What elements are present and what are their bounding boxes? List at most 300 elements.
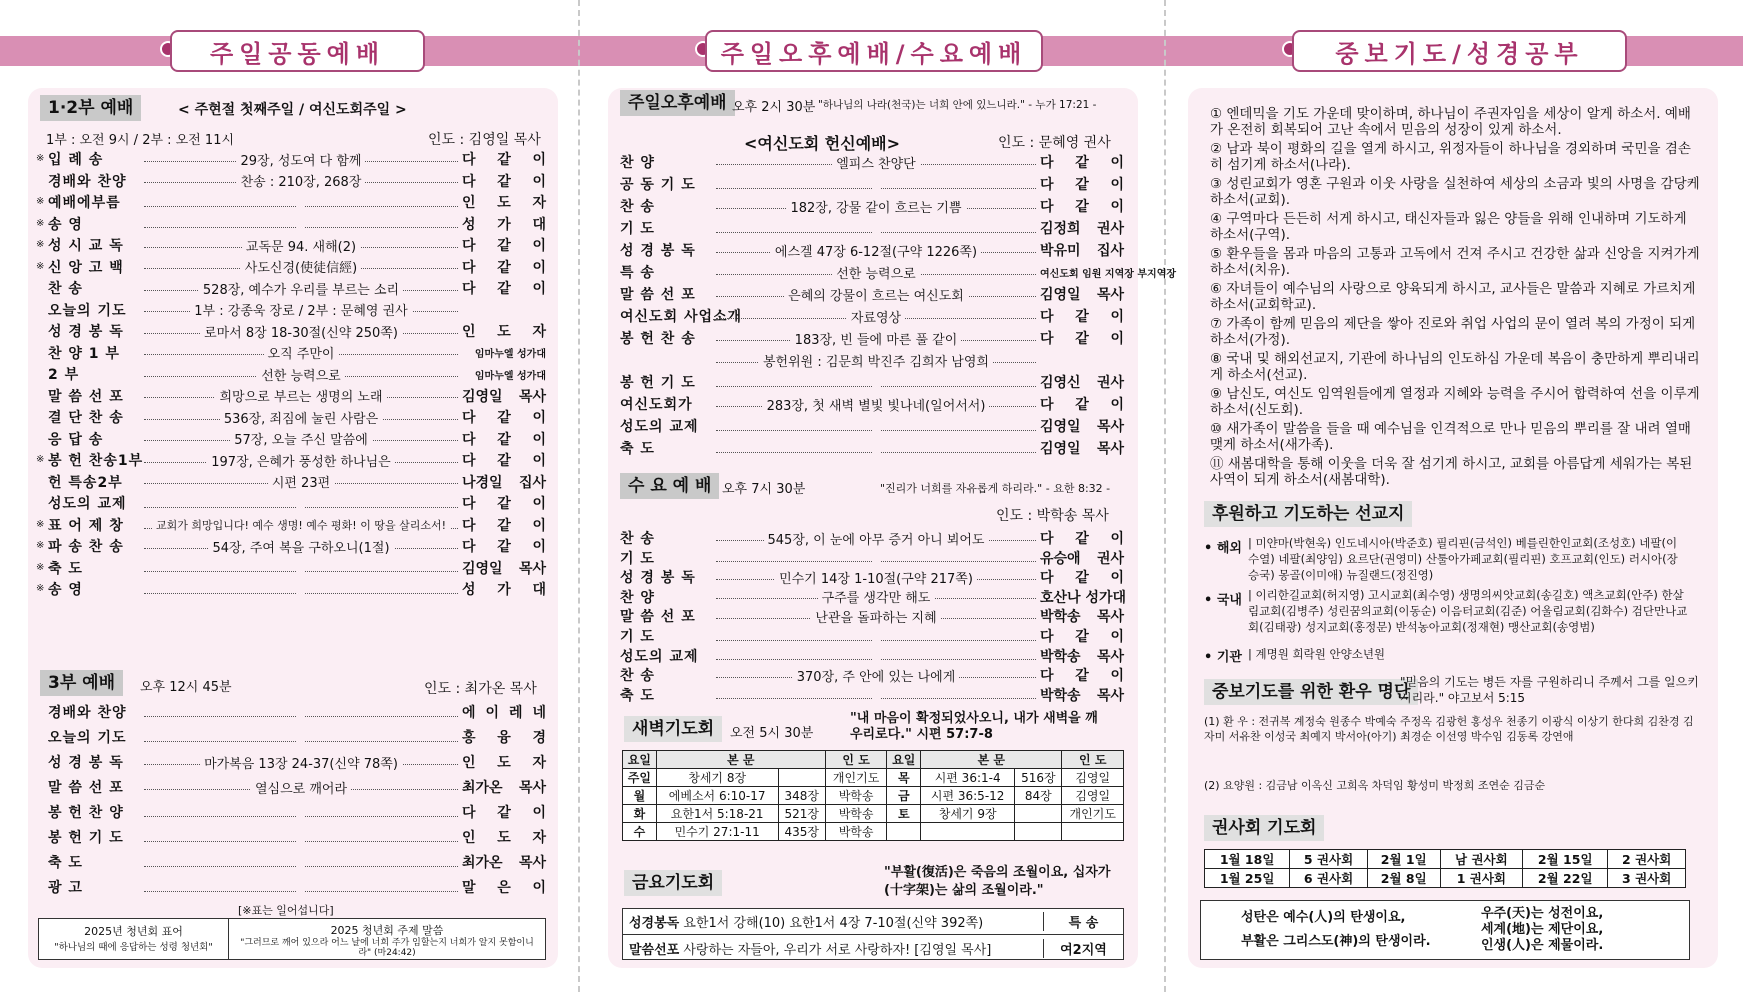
order-item-person: 성 가 대 <box>462 582 546 598</box>
order-item-label: 파 송 찬 송 <box>48 539 124 555</box>
council-cell: 1월 18일 <box>1205 850 1290 869</box>
order-item-detail: 마가복음 13장 24-37(신약 78쪽) <box>200 757 402 772</box>
motto-world: 세계(地)는 제단이요, <box>1481 922 1604 937</box>
motto-universe: 우주(天)는 성전이요, <box>1481 906 1604 921</box>
order-row <box>48 257 546 277</box>
standing-mark: ※ <box>36 196 45 207</box>
dawn-cell: 창세기 9장 <box>921 805 1015 823</box>
order-item-detail: 로마서 8장 18-30절(신약 250쪽) <box>200 326 402 341</box>
dawn-cell <box>1062 823 1124 841</box>
youth-motto-title: 2025년 청년회 표어 <box>84 925 183 938</box>
domestic-label: • 국내 <box>1204 593 1242 608</box>
dawn-cell: 521장 <box>778 805 825 823</box>
dawn-cell: 김영일 <box>1062 769 1124 787</box>
order-item-detail <box>872 648 880 663</box>
order-item-detail <box>297 496 305 511</box>
order-item-detail <box>872 419 880 434</box>
dawn-header-cell: 인 도 <box>825 751 887 769</box>
order-row <box>48 235 546 255</box>
order-item-detail: 난관을 돌파하는 지혜 <box>811 611 940 626</box>
order-item-label: 입 례 송 <box>48 152 104 168</box>
order-row <box>620 685 1124 705</box>
order-row <box>620 416 1124 436</box>
council-cell: 6 권사회 <box>1290 869 1368 888</box>
order-item-detail: 엘피스 찬양단 <box>832 157 919 172</box>
order-item-label: 성 시 교 독 <box>48 238 124 254</box>
order-item-person: 다 같 이 <box>462 152 546 168</box>
order-item-label: 축 도 <box>48 855 83 871</box>
order-item-detail: 183장, 빈 들에 마른 풀 같이 <box>791 333 962 348</box>
prayer-item: ④ 구역마다 든든히 서게 하시고, 태신자들과 잃은 양들을 위해 인내하며 기도하게 하소서(구역). <box>1210 211 1687 243</box>
order-row <box>48 343 546 363</box>
order-item-label: 신 앙 고 백 <box>48 259 124 276</box>
order-row <box>48 777 546 797</box>
friday-box <box>622 908 1124 960</box>
order-row <box>620 152 1124 172</box>
standing-mark: ※ <box>36 583 45 594</box>
leader-3: 인도 : 최가온 목사 <box>424 681 537 697</box>
abroad-label: • 해외 <box>1204 541 1242 556</box>
council-title: 권사회 기도회 <box>1204 815 1324 841</box>
order-row <box>620 394 1124 414</box>
dawn-cell <box>1015 805 1062 823</box>
order-row <box>48 877 546 897</box>
order-item-person: 김영신 권사 <box>1040 375 1124 391</box>
council-cell: 1월 25일 <box>1205 869 1290 888</box>
dawn-header-cell: 본 문 <box>656 751 825 769</box>
order-row <box>620 306 1124 326</box>
standing-mark: ※ <box>36 153 45 164</box>
order-item-label: 송 영 <box>48 582 83 598</box>
friday-sermon-label: 말씀선포 <box>629 942 680 958</box>
order-row <box>620 218 1124 238</box>
order-item-person: 박학송 목사 <box>1040 609 1124 626</box>
order-item-detail: 열심으로 깨어라 <box>251 782 351 797</box>
order-row <box>620 567 1124 587</box>
order-item-detail <box>297 730 305 745</box>
friday-reading-label: 성경봉독 <box>629 916 680 931</box>
order-row <box>48 171 546 191</box>
order-row <box>620 262 1177 282</box>
order-item-person: 다 같 이 <box>462 238 546 254</box>
prayer-item: ① 엔데믹을 기도 가운데 맞이하며, 하나님이 주권자임을 세상이 알게 하소서. 예배가 온전히 회복되어 고난 속에서 믿음의 성장이 있게 하소서. <box>1210 106 1691 138</box>
wednesday-verse: "진리가 너희를 자유롭게 하리라." - 요한 8:32 - <box>880 482 1111 495</box>
order-item-person: 다 같 이 <box>1040 155 1124 171</box>
mission-title: 후원하고 기도하는 선교지 <box>1204 501 1412 527</box>
order-item-label: 경배와 찬양 <box>48 173 127 190</box>
dawn-cell: 창세기 8장 <box>656 769 778 787</box>
order-item-detail: 29장, 성도여 다 함께 <box>237 154 366 169</box>
order-item-person: 유승애 권사 <box>1040 550 1124 567</box>
standing-mark: ※ <box>36 239 45 250</box>
order-item-detail <box>297 582 305 597</box>
order-item-label: 성도의 교제 <box>48 496 127 512</box>
dawn-cell: 에베소서 6:10-17 <box>656 787 778 805</box>
dawn-cell <box>1015 823 1062 841</box>
order-row <box>48 702 546 722</box>
dawn-cell: 금 <box>887 787 921 805</box>
order-row <box>620 438 1124 458</box>
prayer-item: ⑨ 남신도, 여신도 임역원들에게 열정과 지혜와 능력을 주시어 합력하여 선을 이루게 하소서(신도회). <box>1210 386 1700 418</box>
order-row <box>620 626 1124 646</box>
standing-mark: ※ <box>36 540 45 551</box>
order-item-person: 다 같 이 <box>1040 331 1124 347</box>
dawn-cell <box>887 823 921 841</box>
order-item-label: 봉 헌 찬 송 <box>620 331 696 347</box>
order-item-detail <box>297 705 305 720</box>
leader: 인도 : 김영일 목사 <box>428 132 541 148</box>
order-item-detail: 545장, 이 눈에 아무 증거 아니 뵈어도 <box>764 533 989 548</box>
order-row <box>620 174 1124 194</box>
order-item-label: 송 영 <box>48 216 83 233</box>
order-item-person: 인 도 자 <box>462 324 546 340</box>
stand-note: [※표는 일어섭니다] <box>238 904 334 917</box>
standing-mark: ※ <box>36 454 45 465</box>
order-item-label: 2 부 <box>48 367 80 383</box>
order-row <box>620 665 1124 685</box>
motto-box <box>1200 900 1690 960</box>
order-row <box>48 472 546 492</box>
order-item-detail: 536장, 죄짐에 눌린 사람은 <box>220 412 382 427</box>
order-item-detail: 54장, 주여 복을 구하오니(1절) <box>208 541 393 556</box>
order-item-label: 예배에부름 <box>48 195 121 211</box>
order-row <box>48 407 546 427</box>
dawn-cell: 435장 <box>778 823 825 841</box>
order-item-label: 성도의 교제 <box>620 419 699 435</box>
order-item-detail: 57장, 오늘 주신 말씀에 <box>230 433 372 448</box>
order-row <box>48 149 546 169</box>
dawn-cell: 84장 <box>1015 787 1062 805</box>
order-item-person: 최가온 목사 <box>462 855 546 871</box>
order-item-person: 다 같 이 <box>1040 570 1124 587</box>
order-item-label: 봉 헌 기 도 <box>620 375 696 391</box>
order-item-person: 다 같 이 <box>462 805 546 821</box>
order-item-label: 찬 양 <box>620 589 655 606</box>
service-times: 1부 : 오전 9시 / 2부 : 오전 11시 <box>46 133 235 148</box>
order-item-detail: 교독문 94. 새해(2) <box>242 240 360 255</box>
order-item-label: 말 씀 선 포 <box>620 609 696 626</box>
council-cell: 2 권사회 <box>1608 850 1686 869</box>
order-item-label: 찬 송 <box>620 668 655 685</box>
divider-2 <box>1164 0 1166 992</box>
order-item-person: 다 같 이 <box>462 410 546 426</box>
order-item-person: 임마누엘 성가대 <box>474 370 546 382</box>
order-item-label: 봉 헌 찬송1부 <box>48 453 144 469</box>
order-item-person: 다 같 이 <box>462 173 546 190</box>
sick-verse: "믿음의 기도는 병든 자를 구원하리니 주께서 그를 일으키시리라." 야고보서 5:15 <box>1400 675 1699 705</box>
theme: < 주현절 첫째주일 / 여신도회주일 > <box>178 102 407 118</box>
order-row <box>620 284 1124 304</box>
order-item-detail: 283장, 첫 새벽 별빛 빛나네(일어서서) <box>763 399 990 414</box>
order-item-detail <box>872 629 880 644</box>
order-row <box>620 240 1124 260</box>
order-item-detail: 197장, 은혜가 풍성한 하나님은 <box>207 455 394 470</box>
order-item-label: 말 씀 선 포 <box>620 287 696 303</box>
order-item-person: 다 같 이 <box>1040 199 1124 215</box>
order-item-person: 다 같 이 <box>1040 629 1124 645</box>
org-list: | 계명원 희락원 안양소년원 <box>1248 647 1386 661</box>
dawn-cell: 시편 36:1-4 <box>921 769 1015 787</box>
order-item-person: 다 같 이 <box>462 539 546 555</box>
dawn-header-cell: 요일 <box>887 751 921 769</box>
order-item-detail <box>872 441 880 456</box>
section-title-mid: 주일오후예배/수요예배 <box>705 30 1043 72</box>
order-item-person: 말 은 이 <box>462 880 546 896</box>
order-item-detail: 528장, 예수가 우리를 부르는 소리 <box>199 283 403 298</box>
order-item-detail <box>872 687 880 702</box>
dawn-cell: 개인기도 <box>825 769 887 787</box>
standing-mark: ※ <box>36 518 45 530</box>
dawn-table <box>622 750 1124 841</box>
order-item-detail <box>297 805 305 820</box>
order-item-label: 기 도 <box>620 221 655 237</box>
order-row <box>48 493 546 513</box>
prayer-item: ⑩ 새가족이 말씀을 들을 때 예수님을 인격적으로 만나 믿음의 뿌리를 잘 내려 열매 맺게 하소서(새가족). <box>1210 421 1691 453</box>
order-item-person: 다 같 이 <box>462 281 546 297</box>
order-item-detail: 에스겔 47장 6-12절(구약 1226쪽) <box>771 245 981 260</box>
order-item-label: 오늘의 기도 <box>48 730 127 746</box>
order-item-label: 찬 송 <box>48 281 83 297</box>
wednesday-leader: 인도 : 박학송 목사 <box>996 508 1109 524</box>
order-item-detail: 자료영상 <box>847 311 905 326</box>
prayer-item: ③ 성린교회가 영혼 구원과 이웃 사랑을 실천하여 세상의 소금과 빛의 사명을 감당케 하소서(교회). <box>1210 176 1700 208</box>
dawn-verse: "내 마음이 확정되었사오니, 내가 새벽을 깨우리로다." 시편 57:7-8 <box>850 711 1098 742</box>
dawn-cell: 박학송 <box>825 787 887 805</box>
dawn-header-cell: 요일 <box>623 751 657 769</box>
order-item-person: 김영일 목사 <box>1040 419 1124 435</box>
council-table <box>1204 849 1686 888</box>
prayer-item: ② 남과 북이 평화의 길을 열게 하시고, 위정자들이 하나님을 경외하며 국민을 겸손히 섬기게 하소서(나라). <box>1210 141 1691 173</box>
order-row <box>48 214 546 234</box>
order-item-label: 성 경 봉 독 <box>48 324 124 340</box>
dawn-cell: 개인기도 <box>1062 805 1124 823</box>
order-item-person: 임마누엘 성가대 <box>474 349 546 360</box>
order-item-detail: 교회가 희망입니다! 예수 생명! 예수 평화! 이 땅을 살리소서! <box>152 519 450 532</box>
order-item-detail: 오직 주만이 <box>264 347 339 362</box>
order-item-label: 축 도 <box>620 441 655 457</box>
order-item-label: 성 경 봉 독 <box>48 755 124 771</box>
dawn-header-cell: 인 도 <box>1062 751 1124 769</box>
council-cell: 3 권사회 <box>1608 869 1686 888</box>
order-item-person: 다 같 이 <box>1040 668 1124 685</box>
nursing-list: (2) 요양원 : 김금남 이옥신 고희옥 차덕임 황성미 박정희 조연순 김금순 <box>1204 779 1546 792</box>
order-row <box>48 450 546 470</box>
order-item-person: 김영일 목사 <box>462 388 546 405</box>
order-item-person: 여신도회 임원 지역장 부지역장 <box>1040 268 1177 280</box>
order-row <box>48 558 546 578</box>
dawn-cell: 목 <box>887 769 921 787</box>
afternoon-verse: "하나님의 나라(천국)는 너희 안에 있느니라." - 누가 17:21 - <box>818 99 1097 111</box>
order-row <box>48 852 546 872</box>
dawn-cell: 주일 <box>623 769 657 787</box>
youth-theme-verse: "그러므로 깨어 있으라 어느 날에 너희 주가 임할는지 너희가 알지 못함이니라" (마24:42) <box>240 938 534 958</box>
order-row <box>48 752 546 772</box>
order-item-label: 광 고 <box>48 880 83 896</box>
order-item-label: 여신도회가 <box>620 397 693 413</box>
order-item-label: 경배와 찬양 <box>48 705 127 721</box>
order-item-label: 오늘의 기도 <box>48 302 127 319</box>
order-item-person: 박유미 집사 <box>1040 243 1124 259</box>
order-item-person: 에 이 레 네 <box>462 705 546 721</box>
order-row <box>48 192 546 212</box>
order-item-label: 봉 헌 찬 양 <box>48 805 124 821</box>
order-item-detail: 찬송 : 210장, 268장 <box>237 175 366 190</box>
abroad-list: | 미얀마(박현욱) 인도네시아(박준호) 필리핀(금석인) 베를린한인교회(조성호) 네팔(이수열) 네팔(최양임) 요르단(권영미) 산툴아가페교회(필리핀) 호프교회(인도) 러시아(장승국) 몽골(이미애) 뉴질랜드(정진영) <box>1248 536 1678 582</box>
youth-theme-title: 2025 청년회 주제 말씀 <box>330 924 444 937</box>
prayer-list <box>1210 106 1700 491</box>
prayer-item: ⑦ 가족이 함께 믿음의 제단을 쌓아 진로와 취업 사업의 문이 열려 복의 가정이 되게 하소서(가정). <box>1210 316 1696 348</box>
youth-motto-box <box>38 918 546 960</box>
order-item-person: 다 같 이 <box>1040 531 1124 547</box>
prayer-item: ⑪ 새봄대학을 통해 이웃을 더욱 잘 섬기게 하시고, 교회를 아름답게 세워가는 복된 사역이 되게 하소서(새봄대학). <box>1210 456 1693 488</box>
order-item-person: 김영일 목사 <box>1040 441 1124 457</box>
dawn-cell: 토 <box>887 805 921 823</box>
order-row <box>620 548 1124 568</box>
order-row <box>48 321 546 341</box>
sick-list: (1) 환 우 : 전귀복 계정숙 원종수 박예숙 주정옥 김광헌 홍성우 천종기 이광식 이상기 한다희 김찬경 김자미 서유찬 이성국 최예지 박서아(아기) 최경순 이선영 박수임 김동록 강연애 <box>1204 715 1694 743</box>
order-row <box>48 515 546 535</box>
order-item-person: 김정희 권사 <box>1040 221 1124 237</box>
council-cell: 2월 8일 <box>1367 869 1440 888</box>
order-item-detail <box>872 177 880 192</box>
prayer-item: ⑧ 국내 및 해외선교지, 기관에 하나님의 인도하심 가운데 복음이 충만하게 뿌리내리게 하소서(선교). <box>1210 351 1700 383</box>
order-item-label: 기 도 <box>620 629 655 645</box>
order-item-person: 성 가 대 <box>462 216 546 233</box>
friday-verse: "부활(復活)은 죽음의 조월이요, 십자가(十字架)는 삶의 조월이라." <box>884 865 1111 898</box>
dawn-cell: 수 <box>623 823 657 841</box>
afternoon-subtitle: <여신도회 헌신예배> <box>744 134 901 153</box>
afternoon-leader: 인도 : 문혜영 권사 <box>998 135 1111 151</box>
order-item-label: 기 도 <box>620 550 655 567</box>
order-item-detail: 희망으로 부르는 생명의 노래 <box>215 390 386 405</box>
order-item-person: 다 같 이 <box>462 517 546 534</box>
friday-region: 여2지역 <box>1043 939 1123 958</box>
afternoon-time: 오후 2시 30분 <box>732 100 816 115</box>
order-row <box>48 364 546 384</box>
order-item-label: 공 동 기 도 <box>620 177 696 193</box>
council-cell: 1 권사회 <box>1440 869 1522 888</box>
order-item-label: 성 경 봉 독 <box>620 570 696 587</box>
order-item-label: 여신도회 사업소개 <box>620 309 743 325</box>
council-cell: 2월 15일 <box>1523 850 1608 869</box>
section-label-12: 1·2부 예배 <box>40 95 141 121</box>
motto-life: 인생(人)은 제물이라. <box>1481 938 1604 953</box>
wednesday-time: 오후 7시 30분 <box>722 482 806 497</box>
order-item-person: 인 도 자 <box>462 830 546 846</box>
youth-motto: "하나님의 때에 응답하는 성령 청년회" <box>54 942 213 953</box>
order-item-label: 말 씀 선 포 <box>48 780 124 796</box>
order-item-detail <box>297 880 305 895</box>
order-item-person: 김영일 목사 <box>1040 287 1124 303</box>
order-row <box>620 587 1127 607</box>
sick-title: 중보기도를 위한 환우 명단 <box>1204 679 1418 705</box>
dawn-header-cell: 본 문 <box>921 751 1062 769</box>
order-item-detail: 봉헌위원 : 김문희 박진주 김희자 남영희 <box>759 355 993 370</box>
order-row <box>620 372 1124 392</box>
order-item-detail: 선한 능력으로 <box>257 369 344 384</box>
dawn-cell: 화 <box>623 805 657 823</box>
order-item-person: 호산나 성가대 <box>1040 589 1127 606</box>
section-label-3: 3부 예배 <box>40 670 123 696</box>
order-item-detail <box>297 830 305 845</box>
standing-mark: ※ <box>36 217 45 229</box>
order-item-person: 다 같 이 <box>1040 177 1124 193</box>
order-item-detail <box>297 195 305 210</box>
section-title-left: 주일공동예배 <box>170 30 425 72</box>
order-item-label: 성 경 봉 독 <box>620 243 696 259</box>
order-item-person: 최가온 목사 <box>462 780 546 796</box>
order-row <box>620 328 1124 348</box>
order-row <box>620 646 1124 666</box>
order-item-person: 박학송 목사 <box>1040 648 1124 665</box>
friday-reading: 요한1서 강해(10) 요한1서 4장 7-10절(신약 392쪽) <box>683 916 984 931</box>
order-row <box>48 386 546 406</box>
section-label-wednesday: 수 요 예 배 <box>620 473 719 499</box>
order-item-detail: 구주를 생각만 해도 <box>818 591 935 606</box>
order-row <box>48 300 546 320</box>
order-item-person: 다 같 이 <box>462 496 546 512</box>
standing-mark: ※ <box>36 561 45 573</box>
council-cell: 2월 22일 <box>1523 869 1608 888</box>
order-row <box>48 827 546 847</box>
council-cell: 남 권사회 <box>1440 850 1522 869</box>
order-item-detail <box>297 560 305 575</box>
order-item-label: 성도의 교제 <box>620 648 699 665</box>
order-item-label: 봉 헌 기 도 <box>48 830 124 846</box>
order-item-detail <box>297 216 305 231</box>
order-item-label: 찬 송 <box>620 199 655 215</box>
order-row <box>48 278 546 298</box>
dawn-time: 오전 5시 30분 <box>730 726 814 741</box>
order-item-person: 인 도 자 <box>462 195 546 211</box>
motto-christmas: 성탄은 예수(人)의 탄생이요, <box>1241 910 1406 925</box>
dawn-cell: 김영일 <box>1062 787 1124 805</box>
order-row <box>48 727 546 747</box>
section-label-afternoon: 주일오후예배 <box>620 90 735 116</box>
order-item-detail: 은혜의 강물이 흐르는 여신도회 <box>784 289 968 304</box>
order-item-detail: 182장, 강물 같이 흐르는 기쁨 <box>786 201 965 216</box>
order-item-detail <box>872 375 880 390</box>
order-item-label: 특 송 <box>620 265 655 281</box>
order-item-person: 다 같 이 <box>1040 309 1124 325</box>
dawn-cell: 민수기 27:1-11 <box>656 823 778 841</box>
order-item-person: 인 도 자 <box>462 755 546 771</box>
order-row <box>48 579 546 599</box>
order-item-person: 김영일 목사 <box>462 560 546 577</box>
dawn-cell: 요한1서 5:18-21 <box>656 805 778 823</box>
section-title-right: 중보기도/성경공부 <box>1292 30 1627 72</box>
order-item-person: 박학송 목사 <box>1040 687 1124 704</box>
order-item-label: 헌 특송2부 <box>48 474 123 491</box>
order-item-person: 다 같 이 <box>462 453 546 469</box>
order-row <box>48 536 546 556</box>
dawn-cell: 516장 <box>1015 769 1062 787</box>
dawn-cell: 박학송 <box>825 805 887 823</box>
order-item-detail: 370장, 주 안에 있는 나에게 <box>793 670 960 685</box>
council-cell: 2월 1일 <box>1367 850 1440 869</box>
order-item-detail <box>872 550 880 565</box>
order-item-label: 결 단 찬 송 <box>48 410 124 426</box>
section-label-friday: 금요기도회 <box>624 870 722 896</box>
council-cell: 5 권사회 <box>1290 850 1368 869</box>
order-item-label: 찬 양 1 부 <box>48 345 120 362</box>
time-3: 오후 12시 45분 <box>140 680 232 695</box>
org-label: • 기관 <box>1204 650 1242 665</box>
standing-mark: ※ <box>36 260 45 272</box>
order-row <box>620 196 1124 216</box>
order-item-detail: 시편 23편 <box>268 476 334 491</box>
order-item-person: 다 같 이 <box>462 259 546 276</box>
